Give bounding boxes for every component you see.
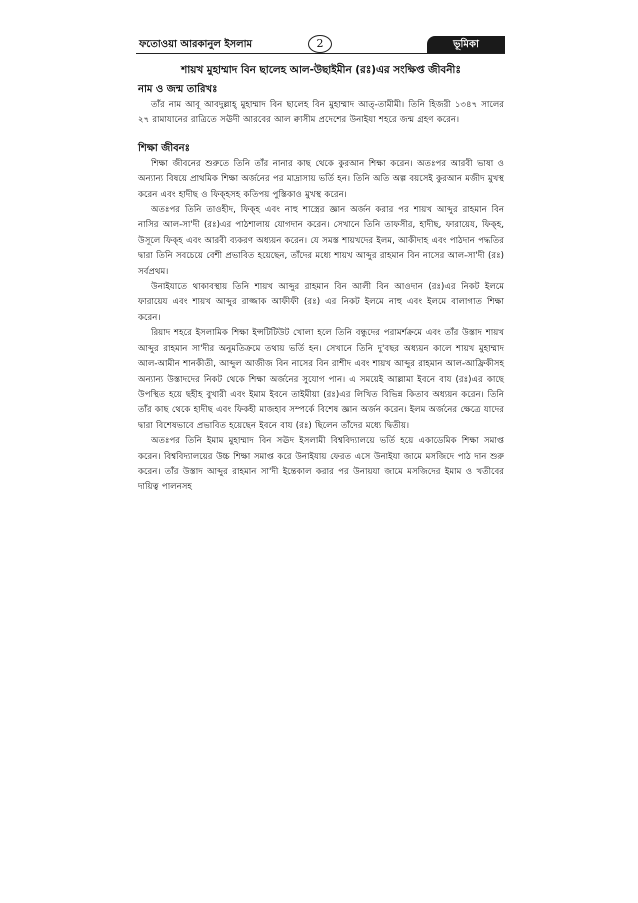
section-tag: ভূমিকা [427,36,505,53]
page-content [138,62,504,496]
page-number: 2 [308,35,332,53]
section-heading-name-birth: নাম ও জন্ম তারিখঃ [138,84,218,95]
book-title: ফতোওয়া আরকানুল ইসলাম [139,39,253,50]
section-heading-education: শিক্ষা জীবনঃ [138,142,190,154]
running-header [136,36,505,56]
paragraph: রিয়াদ শহরে ইসলামিক শিক্ষা ইন্সটিটিউট খোলা হলে তিনি বন্ধুদের পরামর্শক্রমে এবং তাঁর উস্তাদ শায়খ আব্দুর রাহমান সা'দীর অনুমতিক্রমে তথায় ভর্তি হন। সেখানে তিনি দু'বছর অধ্যয়ন কালে শায়খ মুহাম্মাদ আল-আমীন শানকীতী, আব্দুল আজীজ বিন নাসের বিন রাশীদ এবং শায়খ আব্দুর রাহমান আল-আফ্রিকীসহ অন্যান্য উস্তাদদের নিকট থেকে শিক্ষা অর্জনের সুযোগ পান। এ সময়েই আল্লামা ইবনে বায (রঃ)এর কাছে উপস্থিত হয়ে ছহীহ বুখারী এবং ইমাম ইবনে তাইমীয়া (রঃ)এর লিখিত বিভিন্ন কিতাব অধ্যয়ন করেন। তিনি তাঁর কাছ থেকে হাদীছ এবং ফিকহী মাজহাব সম্পর্কে বিশেষ জ্ঞান অর্জন করেন। ইলম অর্জনের ক্ষেত্রে যাদের দ্বারা বিশেষভাবে প্রভাবিত হয়েছেন ইবনে বায (রঃ) ছিলেন তাঁদের মধ্যে দ্বিতীয়। [138,328,504,431]
paragraph: অতঃপর তিনি ইমাম মুহাম্মাদ বিন সঊদ ইসলামী বিশ্ববিদ্যালয়ে ভর্তি হয়ে একাডেমিক শিক্ষা সমাপ্ত করেন। বিশ্ববিদ্যালয়ের উচ্চ শিক্ষা সমাপ্ত করে উনাইযায় ফেরত এসে উনাইযা জামে মসজিদে পাঠ দান শুরু করেন। তাঁর উস্তাদ আব্দুর রাহমান সা'দী ইন্তেকাল করার পর উনায়যা জামে মসজিদের ইমাম ও খতীবের দায়িত্ব পালনসহ [138,436,504,493]
paragraph: শিক্ষা জীবনের শুরুতে তিনি তাঁর নানার কাছ থেকে কুরআন শিক্ষা করেন। অতঃপর আরবী ভাষা ও অন্যান্য বিষয়ে প্রাথমিক শিক্ষা অর্জনের পর মাদ্রাসায় ভর্তি হন। তিনি অতি অল্প বয়সেই কুরআন মজীদ মুখস্থ করেন এবং হাদীছ ও ফিক্হসহ কতিপয় পুস্তিকাও মুখস্থ করেন। [138,158,504,200]
paragraph: তাঁর নাম আবূ আবদুল্লাহ্ মুহাম্মাদ বিন ছালেহ বিন মুহাম্মাদ আত্-তামীমী। তিনি হিজরী ১৩৪৭ সালের ২৭ রামাযানের রাত্রিতে সঊদী আরবের আল ক্বাসীম প্রদেশের উনাইযা শহরে জন্ম গ্রহণ করেন। [138,100,504,126]
paragraph: উনাইযাতে থাকাবস্থায় তিনি শায়খ আব্দুর রাহমান বিন আলী বিন আওদান (রঃ)এর নিকট ইলমে ফারায়েয এবং শায়খ আব্দুর রাজ্জাক আফীফী (রঃ) এর নিকট ইলমে নাহু এবং ইলমে বালাগাত শিক্ষা করেন। [138,282,504,323]
section-gap [138,129,504,141]
page-title: শায়খ মুহাম্মাদ বিন ছালেহ আল-উছাইমীন (রঃ)এর সংক্ষিপ্ত জীবনীঃ [181,64,461,76]
paragraph: অতঃপর তিনি তাওহীদ, ফিক্হ এবং নাহু শাস্ত্রের জ্ঞান অর্জন করার পর শায়খ আব্দুর রাহমান বিন নাসির আল-সা'দী (রঃ)এর পাঠশালায় যোগদান করেন। সেখানে তিনি তাফসীর, হাদীছ, ফারায়েয, ফিক্হ, উসূলে ফিক্হ এবং আরবী ব্যকরণ অধ্যয়ন করেন। যে সমস্ত শায়খদের ইলম, আকীদাহ এবং পাঠদান পদ্ধতির দ্বারা তিনি সবচেয়ে বেশী প্রভাবিত হয়েছেন, তাঁদের মধ্যে শায়খ আব্দুর রাহমান বিন নাসের আল-সা'দী (রঃ) সর্বপ্রথম। [138,205,504,277]
